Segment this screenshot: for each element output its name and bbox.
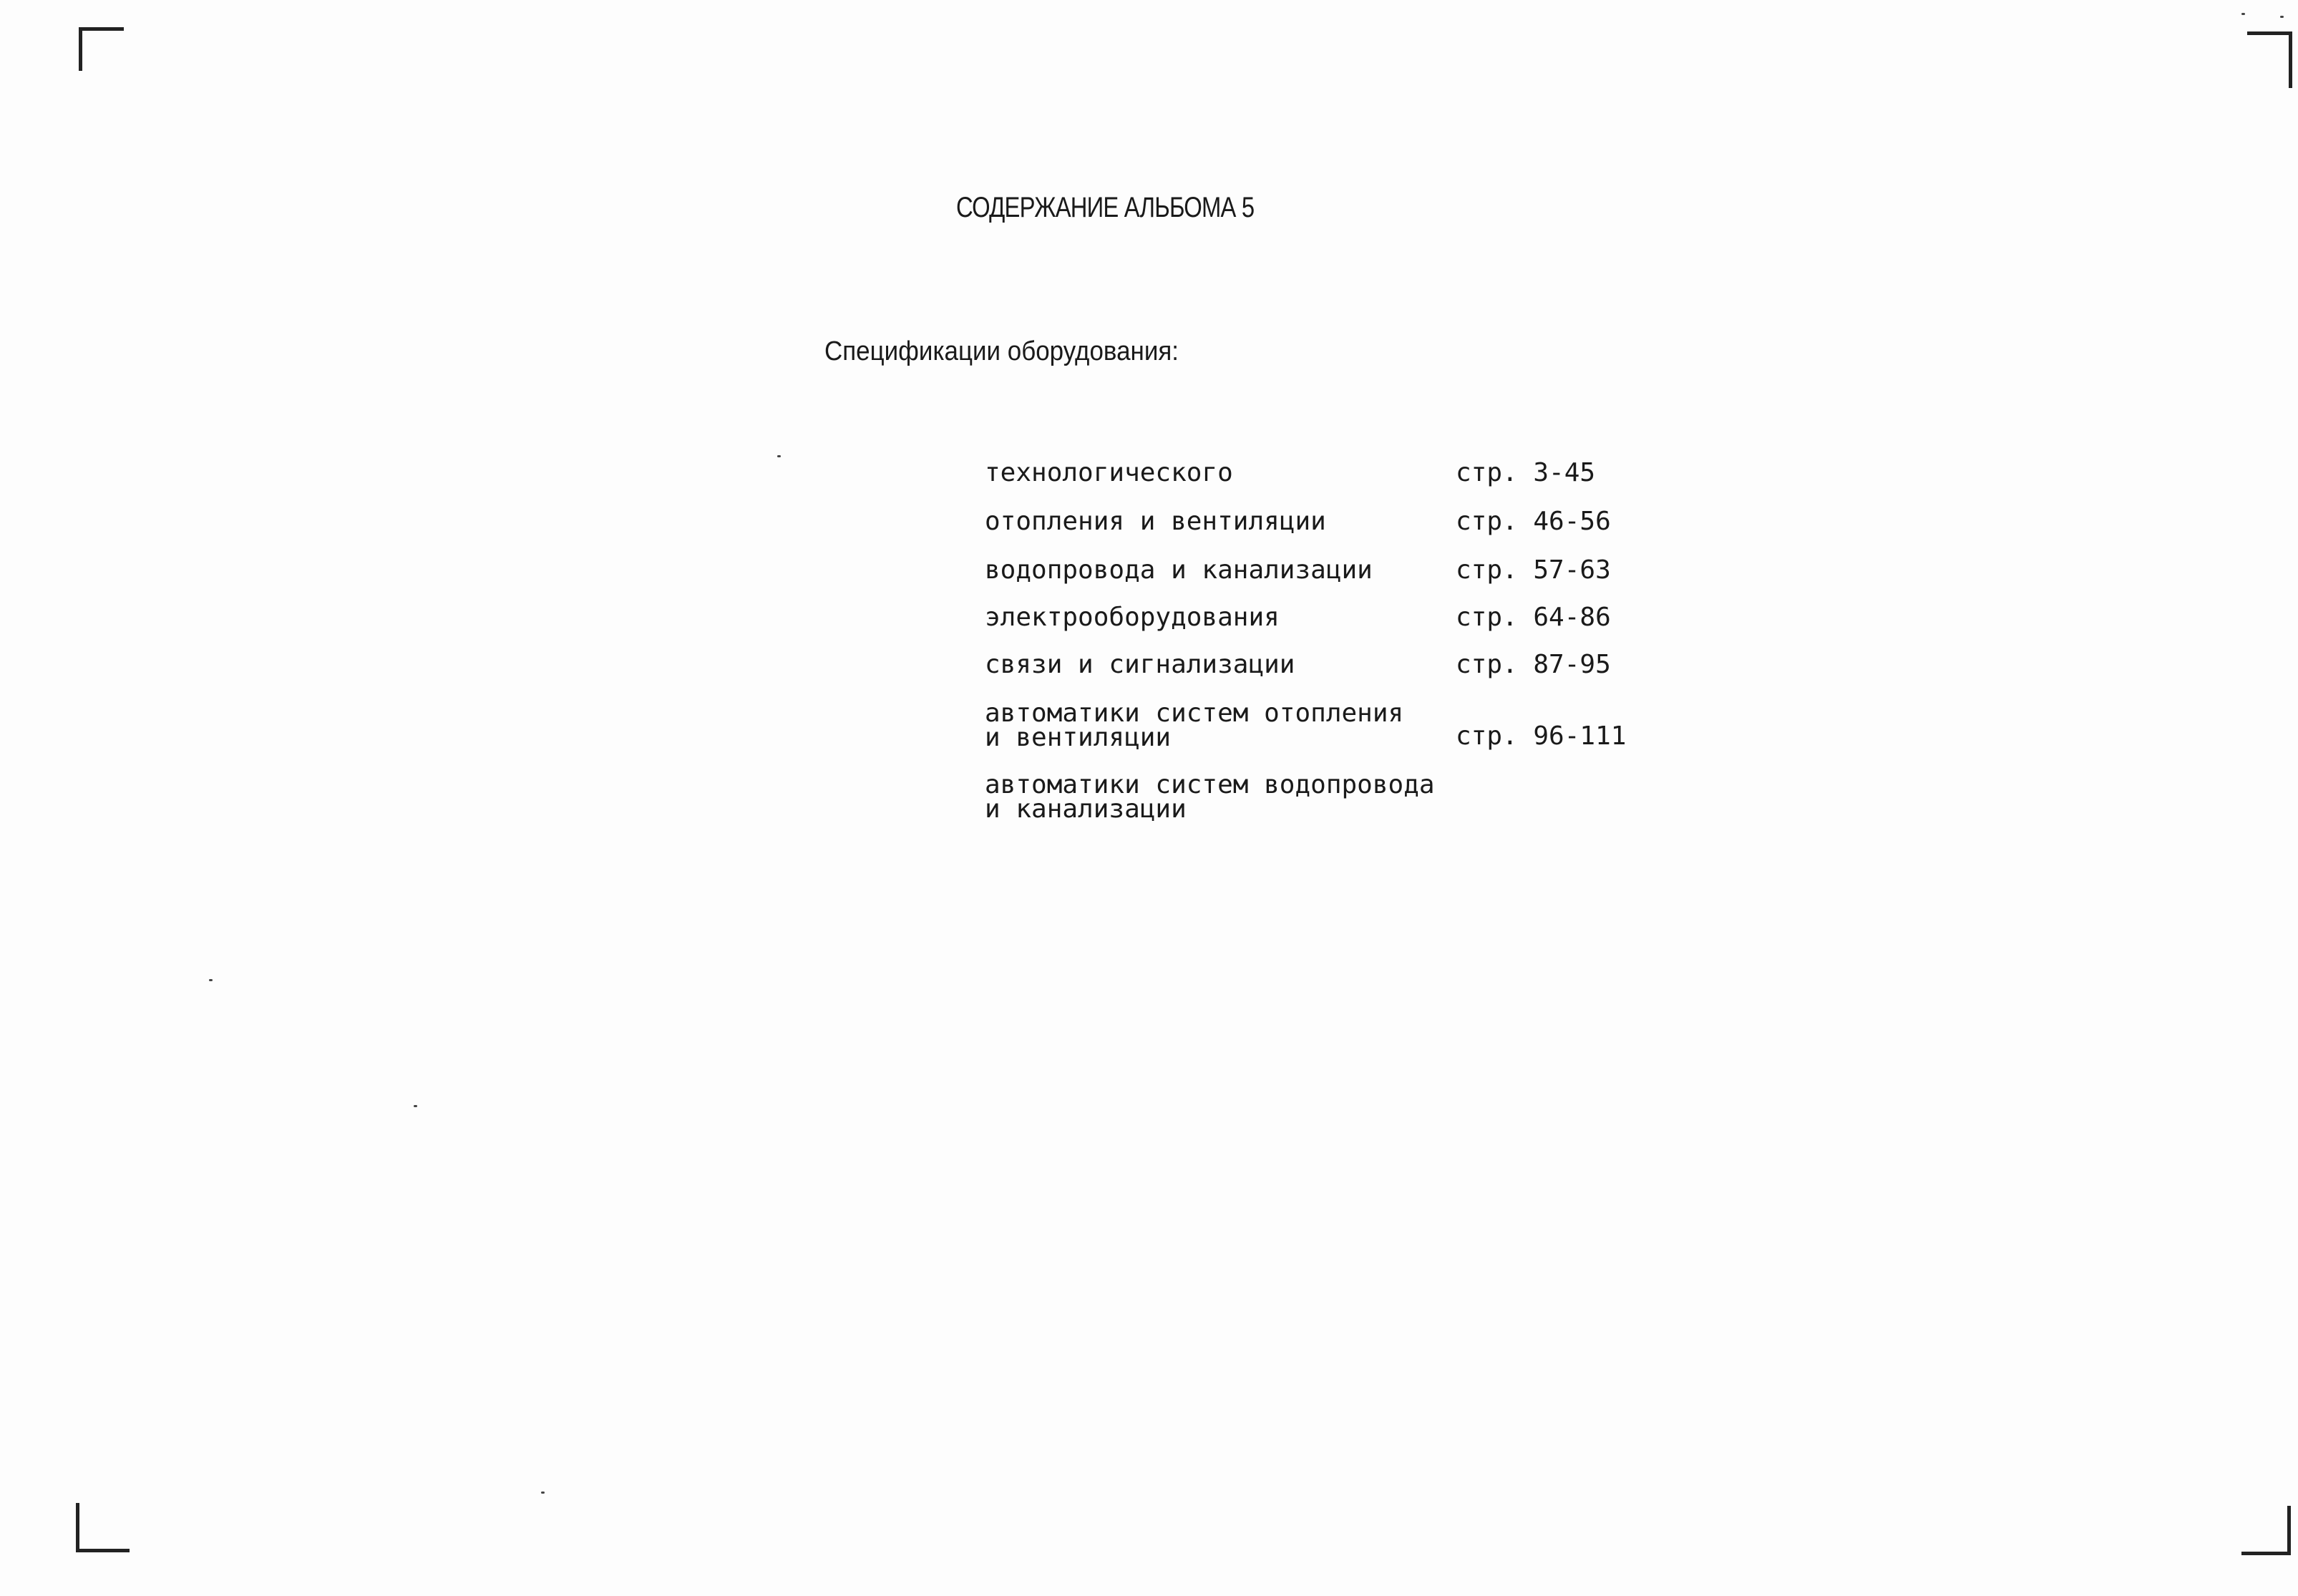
contents-item-label: автоматики систем отопления и вентиляции bbox=[985, 699, 1404, 752]
scan-speck bbox=[777, 455, 781, 457]
crop-mark-top-left bbox=[79, 27, 124, 71]
contents-item-label: отопления и вентиляции bbox=[985, 507, 1326, 536]
contents-item-pages: стр. 57-63 bbox=[1456, 555, 1611, 585]
contents-item-pages: стр. 87-95 bbox=[1456, 650, 1611, 679]
scan-speck bbox=[414, 1105, 417, 1107]
contents-item-pages: стр. 64-86 bbox=[1456, 603, 1611, 632]
crop-mark-bottom-right bbox=[2241, 1506, 2291, 1555]
scan-speck bbox=[209, 979, 213, 981]
contents-item-label: связи и сигнализации bbox=[985, 650, 1295, 679]
contents-item-pages: стр. 96-111 bbox=[1456, 721, 1627, 751]
crop-mark-top-right bbox=[2247, 31, 2292, 88]
section-heading: Спецификации оборудования: bbox=[824, 336, 1179, 366]
contents-item-label: технологического bbox=[985, 458, 1233, 487]
contents-item-label: автоматики систем водопровода и канализации bbox=[985, 770, 1435, 824]
scan-speck bbox=[2280, 16, 2284, 18]
contents-item-pages: стр. 3-45 bbox=[1456, 458, 1596, 487]
contents-item-pages: стр. 46-56 bbox=[1456, 507, 1611, 536]
contents-item-label: водопровода и канализации bbox=[985, 555, 1373, 585]
contents-item-label: электрооборудования bbox=[985, 603, 1280, 632]
crop-mark-bottom-left bbox=[76, 1503, 130, 1552]
scan-speck bbox=[2241, 13, 2245, 15]
document-title: СОДЕРЖАНИЕ АЛЬБОМА 5 bbox=[956, 192, 1255, 223]
scan-speck bbox=[541, 1492, 545, 1494]
